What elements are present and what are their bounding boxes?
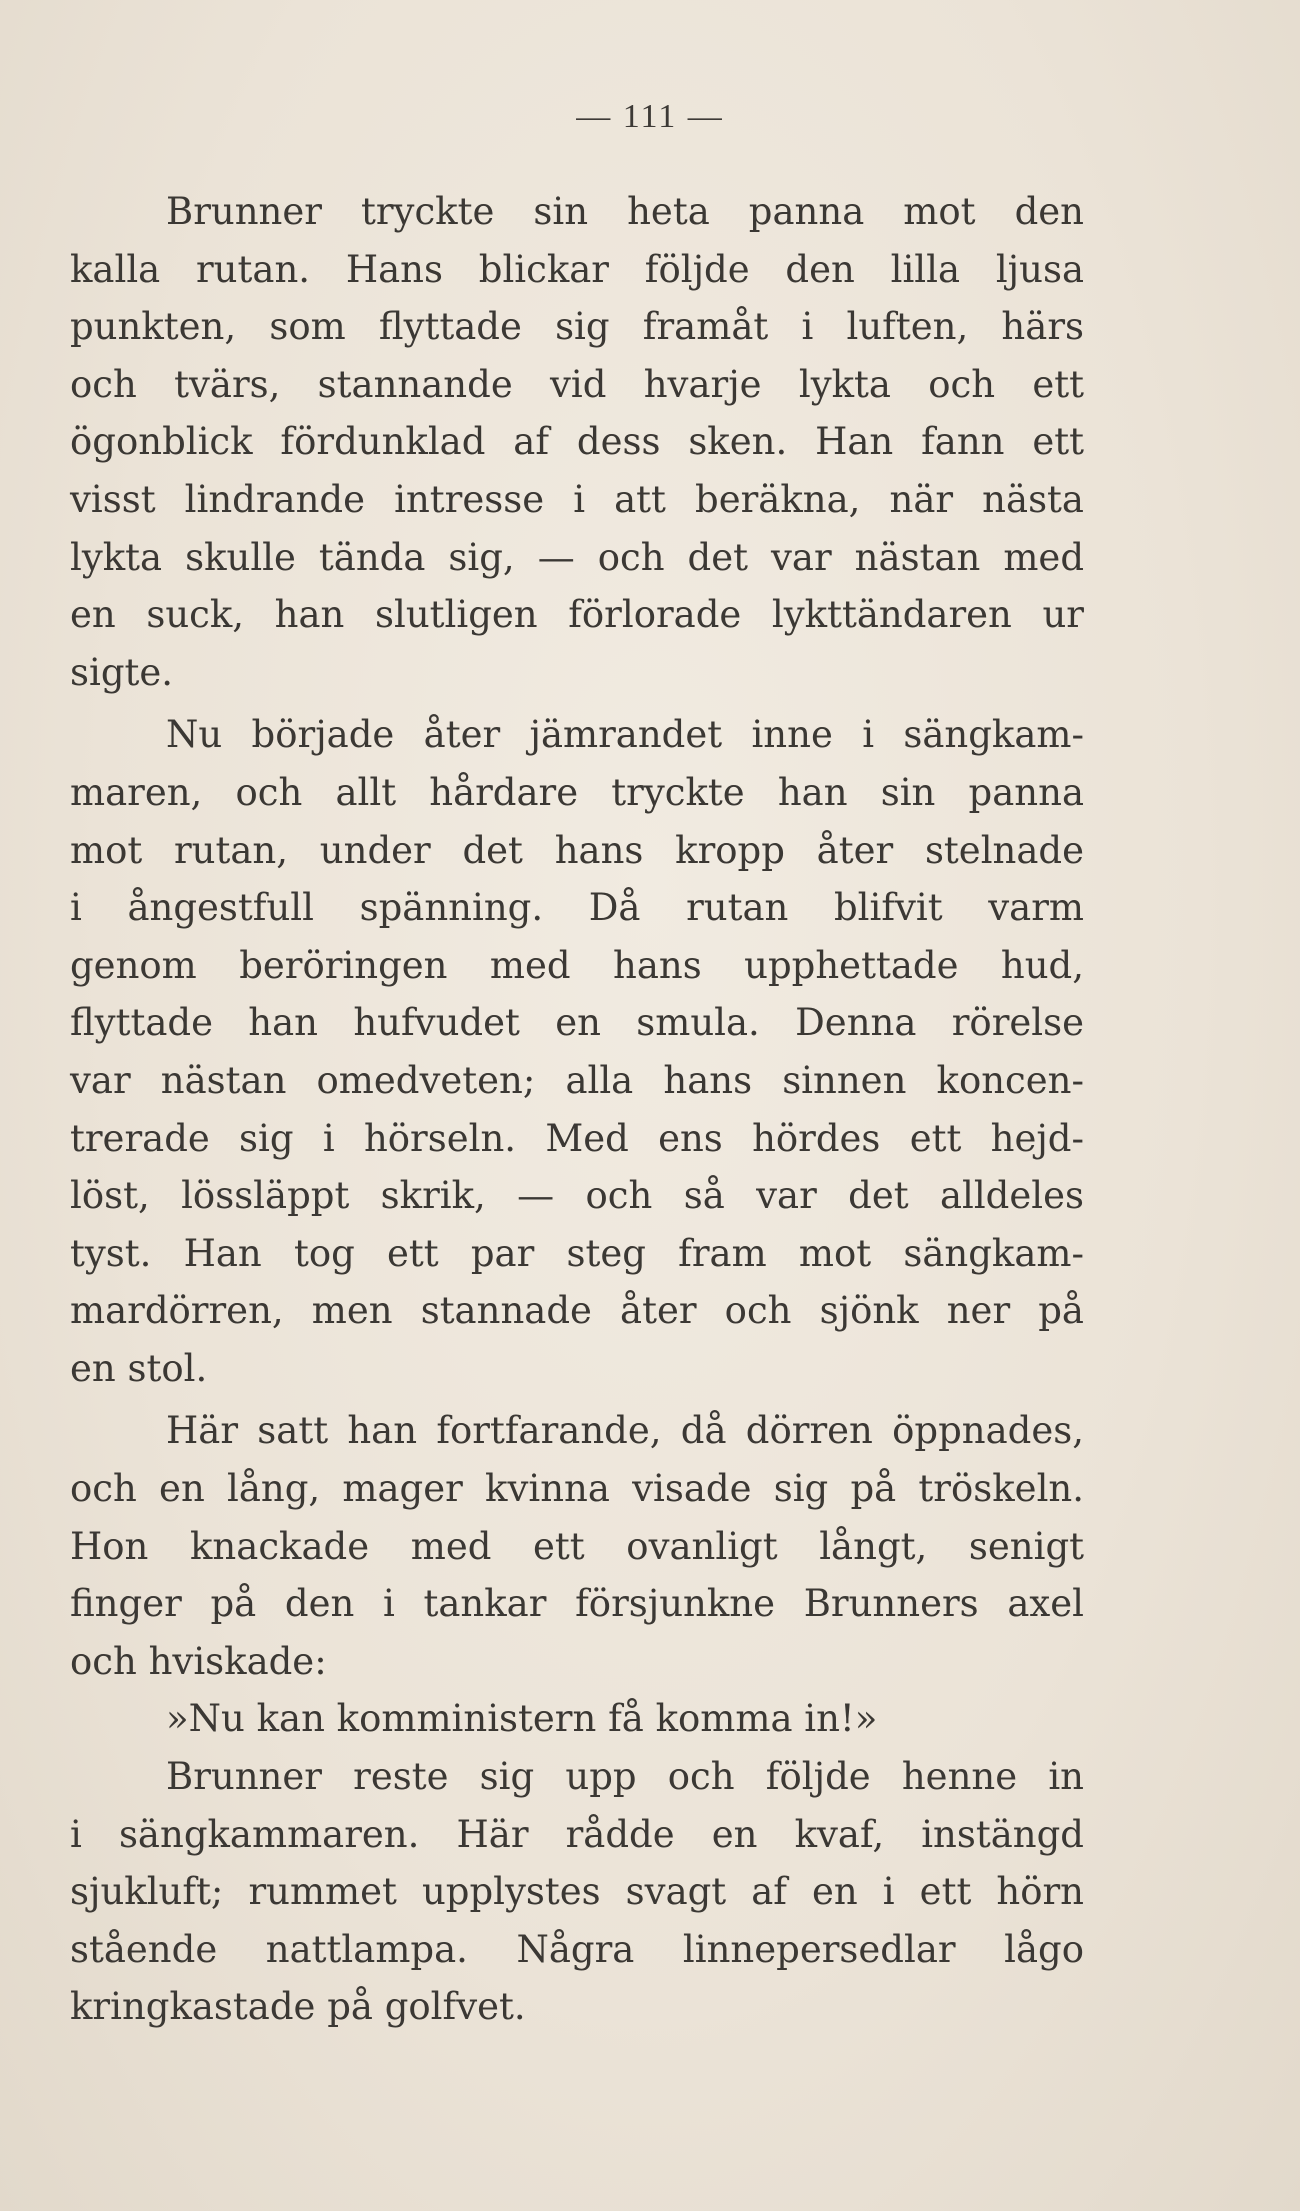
paragraph xyxy=(70,706,1084,1397)
text-line: mardörren, men stannade åter och sjönk ner på xyxy=(70,1289,1084,1333)
text-line: sigte. xyxy=(70,650,174,694)
text-line: stående nattlampa. Några linnepersedlar lågo xyxy=(70,1927,1084,1971)
text-line: punkten, som flyttade sig framåt i luften, härs xyxy=(70,305,1084,349)
text-line: var nästan omedveten; alla hans sinnen koncen- xyxy=(70,1058,1084,1102)
text-line: en suck, han slutligen förlorade lykttändaren ur xyxy=(70,593,1084,637)
text-line: visst lindrande intresse i att beräkna, när nästa xyxy=(70,477,1084,521)
body-text xyxy=(70,183,1084,2036)
text-line: och en lång, mager kvinna visade sig på tröskeln. xyxy=(70,1467,1084,1511)
text-line: ögonblick fördunklad af dess sken. Han fann ett xyxy=(70,420,1084,464)
text-line: finger på den i tankar försjunkne Brunners axel xyxy=(70,1582,1084,1626)
dialogue-line: »Nu kan komministern få komma in!» xyxy=(166,1697,878,1741)
text-line: kalla rutan. Hans blickar följde den lilla ljusa xyxy=(70,247,1084,291)
paragraph xyxy=(70,1402,1084,1690)
text-line: Nu började åter jämrandet inne i sängkam- xyxy=(166,713,1084,757)
text-line: mot rutan, under det hans kropp åter stelnade xyxy=(70,828,1084,872)
text-line: löst, lössläppt skrik, — och så var det alldeles xyxy=(70,1174,1084,1218)
paragraph xyxy=(70,1748,1084,2036)
text-line: Brunner tryckte sin heta panna mot den xyxy=(166,190,1084,233)
text-line: lykta skulle tända sig, — och det var nästan med xyxy=(70,535,1084,579)
text-line: sjukluft; rummet upplystes svagt af en i ett hörn xyxy=(70,1870,1084,1914)
text-line: Hon knackade med ett ovanligt långt, senigt xyxy=(70,1524,1084,1568)
text-line: flyttade han hufvudet en smula. Denna rörelse xyxy=(70,1001,1084,1045)
page-number: — 111 — xyxy=(576,98,724,135)
text-line: och tvärs, stannande vid hvarje lykta och ett xyxy=(70,362,1084,406)
text-line: en stol. xyxy=(70,1346,208,1390)
paragraph xyxy=(70,183,1084,701)
text-line: Brunner reste sig upp och följde henne in xyxy=(166,1755,1084,1799)
text-line: tyst. Han tog ett par steg fram mot sängkam- xyxy=(70,1231,1084,1275)
text-line: och hviskade: xyxy=(70,1639,327,1683)
text-line: genom beröringen med hans upphettade hud, xyxy=(70,943,1084,987)
text-line: Här satt han fortfarande, då dörren öppnades, xyxy=(166,1409,1084,1453)
text-line: maren, och allt hårdare tryckte han sin panna xyxy=(70,770,1084,814)
text-line: i sängkammaren. Här rådde en kvaf, instängd xyxy=(70,1812,1084,1856)
text-line: i ångestfull spänning. Då rutan blifvit varm xyxy=(70,886,1084,930)
text-line: kringkastade på golfvet. xyxy=(70,1985,526,2029)
text-line: trerade sig i hörseln. Med ens hördes ett hejd- xyxy=(70,1116,1084,1160)
paragraph xyxy=(70,1690,1084,1748)
